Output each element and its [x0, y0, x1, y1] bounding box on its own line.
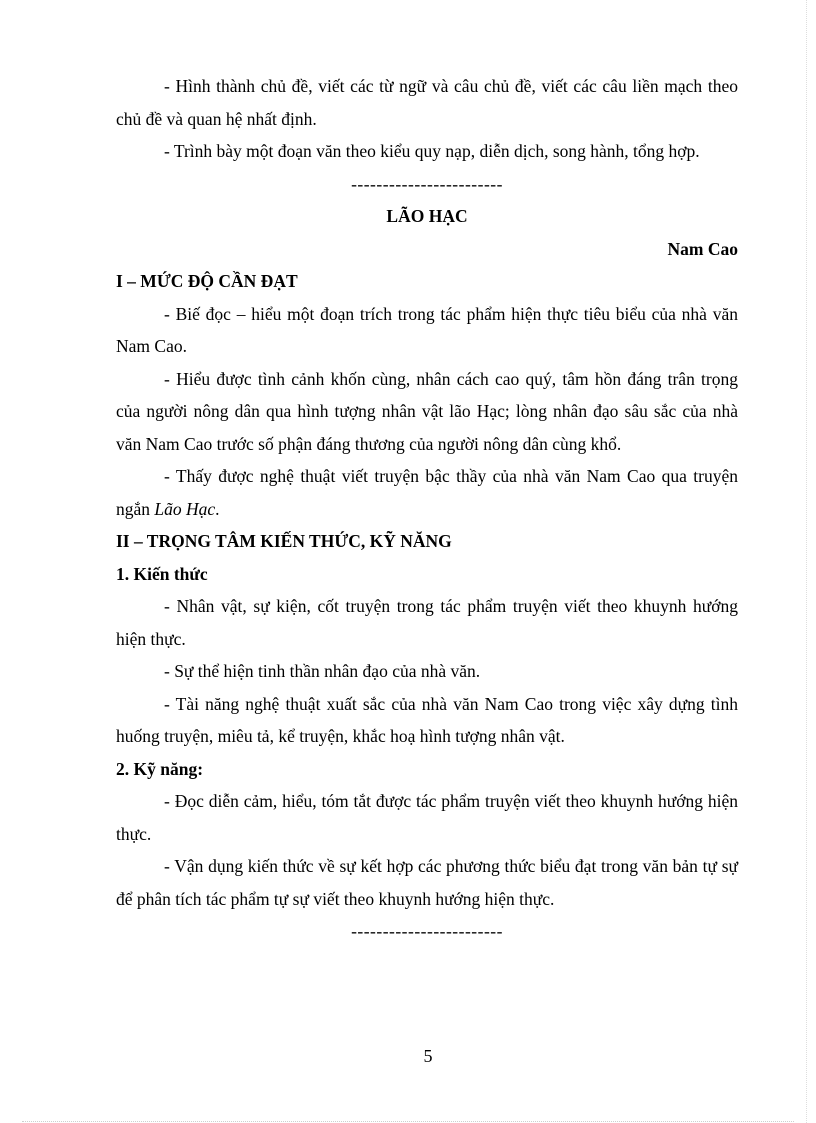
page-number: 5 [423, 1046, 433, 1066]
lesson-title: LÃO HẠC [386, 206, 468, 226]
section1-item: - Biế đọc – hiểu một đoạn trích trong tác phẩm hiện thực tiêu biểu của nhà văn Nam Cao. [116, 303, 738, 356]
page-right-border [806, 0, 807, 1123]
intro-paragraph-2: - Trình bày một đoạn văn theo kiểu quy nạp, diễn dịch, song hành, tổng hợp. [164, 141, 700, 161]
skills-item: - Vận dụng kiến thức về sự kết hợp các phương thức biểu đạt trong văn bản tự sự để phân tích tác phẩm tự sự viết theo khuynh hướng hiện thực. [116, 856, 738, 909]
knowledge-item: - Tài năng nghệ thuật xuất sắc của nhà văn Nam Cao trong việc xây dựng tình huống truyện, miêu tả, kể truyện, khắc hoạ hình tượng nhân vật. [116, 693, 738, 746]
page-bottom-border [22, 1121, 794, 1122]
section2-heading: II – TRỌNG TÂM KIẾN THỨC, KỸ NĂNG [116, 531, 452, 551]
subsection-knowledge-heading: 1. Kiến thức [116, 563, 208, 584]
section1-item [116, 460, 738, 525]
section1-item: - Hiểu được tình cảnh khốn cùng, nhân cách cao quý, tâm hồn đáng trân trọng của người nông dân qua hình tượng nhân vật lão Hạc; lòng nhân đạo sâu sắc của nhà văn Nam Cao trước số phận đáng thương của người nông dân cùng khổ. [116, 368, 738, 454]
knowledge-item: - Nhân vật, sự kiện, cốt truyện trong tác phẩm truyện viết theo khuynh hướng hiện thực. [116, 596, 738, 649]
separator-bottom: ------------------------ [351, 921, 503, 941]
knowledge-item: - Sự thể hiện tinh thần nhân đạo của nhà văn. [164, 661, 481, 681]
separator-top: ------------------------ [351, 173, 503, 194]
lesson-author: Nam Cao [667, 238, 738, 259]
intro-paragraph-1: - Hình thành chủ đề, viết các từ ngữ và câu chủ đề, viết các câu liền mạch theo chủ đề và quan hệ nhất định. [116, 76, 738, 129]
section1-item-text: - Thấy được nghệ thuật viết truyện bậc thầy của nhà văn Nam Cao qua truyện ngắn [116, 466, 738, 519]
work-title-italic: Lão Hạc [154, 498, 216, 519]
section1-heading: I – MỨC ĐỘ CẦN ĐẠT [116, 271, 298, 291]
section1-item-suffix: . [215, 498, 220, 519]
skills-item: - Đọc diễn cảm, hiểu, tóm tắt được tác phẩm truyện viết theo khuynh hướng hiện thực. [116, 791, 738, 844]
document-page [116, 70, 738, 948]
subsection-skills-heading: 2. Kỹ năng: [116, 758, 204, 779]
